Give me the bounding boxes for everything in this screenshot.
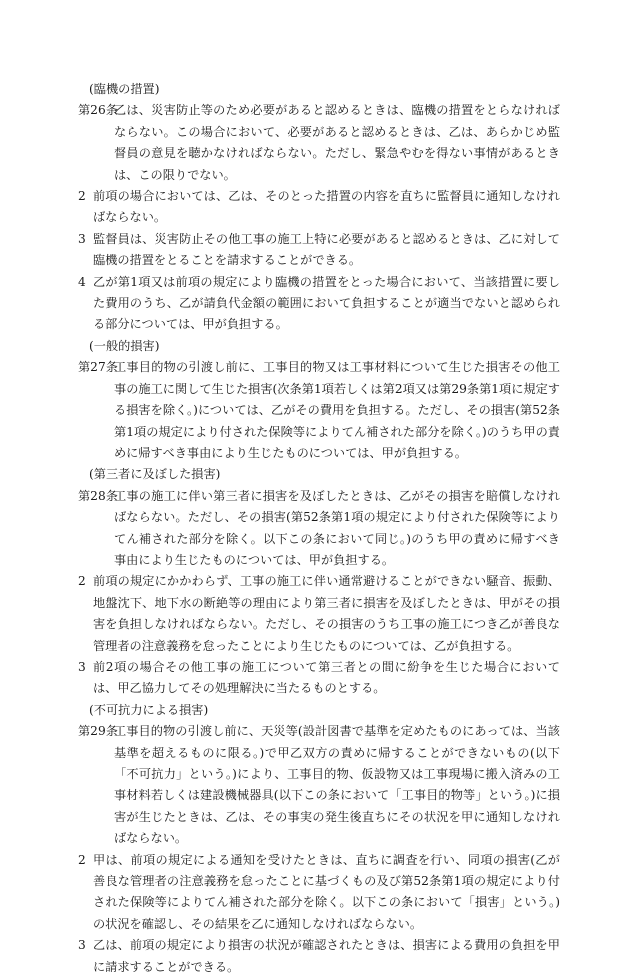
paragraph-number: 2 [78, 574, 86, 589]
article-text: 工事目的物の引渡し前に、天災等(設計図書で基準を定めたものにあっては、当該基準を超えるものに限る。)で甲乙双方の責めに帰することができないもの(以下「不可抗力」という。)により、工事目的物、仮設物又は工事現場に搬入済みの工事材料若しくは建設機械器具(以下この条において「工事目的物等」という。)に損害が生じたときは、乙は、その事実の発生後直ちにその状況を甲に通知しなければならない。 [114, 724, 560, 846]
paragraph-text: 乙は、前項の規定により損害の状況が確認されたときは、損害による費用の負担を甲に請求することができる。 [93, 938, 560, 974]
paragraph-text: 乙が第1項又は前項の規定により臨機の措置をとった場合において、当該措置に要した費用のうち、乙が請負代金額の範囲において負担することが適当でないと認められる部分については、甲が負担する。 [93, 274, 560, 332]
article-29 [78, 721, 560, 849]
article-text: 工事目的物の引渡し前に、工事目的物又は工事材料について生じた損害その他工事の施工に関して生じた損害(次条第1項若しくは第2項又は第29条第1項に規定する損害を除く。)については、乙がその費用を負担する。ただし、その損害(第52条第1項の規定により付された保険等によりてん補された部分を除く。)のうち甲の責めに帰すべき事由により生じたものについては、甲が負担する。 [114, 360, 560, 460]
paragraph-text: 前2項の場合その他工事の施工について第三者との間に紛争を生じた場合においては、甲乙協力してその処理解決に当たるものとする。 [93, 659, 560, 696]
paragraph [78, 935, 560, 978]
paragraph-text: 監督員は、災害防止その他工事の施工上特に必要があると認めるときは、乙に対して臨機の措置をとることを請求することができる。 [93, 231, 560, 268]
paragraph [78, 229, 560, 272]
paragraph [78, 272, 560, 336]
paragraph [78, 186, 560, 229]
paragraph [78, 657, 560, 700]
article-label: 第28条 [78, 488, 118, 503]
section-article-27 [78, 336, 560, 464]
contract-document [78, 79, 560, 978]
paragraph-text: 甲は、前項の規定による通知を受けたときは、直ちに調査を行い、同項の損害(乙が善良な管理者の注意義務を怠ったことに基づくもの及び第52条第1項の規定により付された保険等によりてん補された部分を除く。以下この条において「損害」という。)の状況を確認し、その結果を乙に通知しなければならない。 [93, 852, 560, 931]
article-28 [78, 486, 560, 572]
article-text: 乙は、災害防止等のため必要があると認めるときは、臨機の措置をとらなければならない。この場合において、必要があると認めるときは、乙は、あらかじめ監督員の意見を聴かなければならない。ただし、緊急やむを得ない事情があるときは、この限りでない。 [114, 103, 560, 182]
section-heading: (第三者に及ぼした損害) [89, 467, 221, 482]
paragraph [78, 571, 560, 657]
article-label: 第27条 [78, 360, 118, 375]
article-label: 第26条 [78, 103, 118, 118]
paragraph [78, 850, 560, 936]
section-heading: (一般的損害) [89, 338, 160, 353]
article-27 [78, 357, 560, 464]
paragraph-number: 2 [78, 189, 86, 204]
paragraph-number: 3 [78, 659, 86, 674]
section-article-29 [78, 700, 560, 978]
paragraph-number: 3 [78, 231, 86, 246]
article-label: 第29条 [78, 724, 118, 739]
article-text: 工事の施工に伴い第三者に損害を及ぼしたときは、乙がその損害を賠償しなければならない。ただし、その損害(第52条第1項の規定により付された保険等によりてん補された部分を除く。以下この条において同じ。)のうち甲の責めに帰すべき事由により生じたものについては、甲が負担する。 [114, 488, 560, 567]
paragraph-number: 4 [78, 274, 86, 289]
paragraph-text: 前項の規定にかかわらず、工事の施工に伴い通常避けることができない騒音、振動、地盤沈下、地下水の断絶等の理由により第三者に損害を及ぼしたときは、甲がその損害を負担しなければならない。ただし、その損害のうち工事の施工につき乙が善良な管理者の注意義務を怠ったことにより生じたものについては、乙が負担する。 [93, 574, 560, 653]
article-26 [78, 100, 560, 186]
section-heading: (不可抗力による損害) [89, 702, 209, 717]
paragraph-number: 3 [78, 938, 86, 953]
section-heading: (臨機の措置) [89, 82, 160, 96]
paragraph-text: 前項の場合においては、乙は、そのとった措置の内容を直ちに監督員に通知しなければならない。 [93, 189, 560, 225]
paragraph-number: 2 [78, 852, 86, 867]
section-article-28 [78, 464, 560, 699]
section-article-26 [78, 79, 560, 336]
